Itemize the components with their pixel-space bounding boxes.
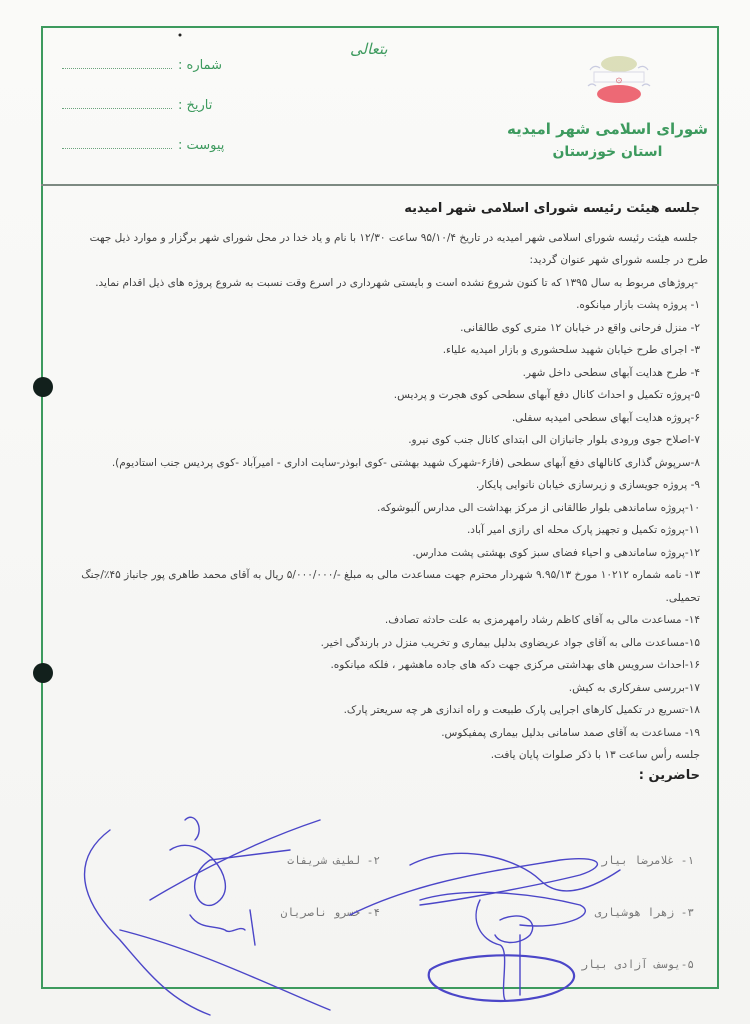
letter-date-value — [62, 98, 172, 109]
agenda-item: ۵-پروژه تکمیل و احداث کانال دفع آبهای سطحی کوی هجرت و پردیس. — [393, 389, 700, 401]
agenda-item: ۴- طرح هدایت آبهای سطحی داخل شهر. — [522, 366, 700, 379]
agenda-item: ۱۹- مساعدت به آقای صمد سامانی بدلیل بیماری پمفیکوس. — [441, 726, 700, 739]
agenda-item: ۱۶-احداث سرویس های بهداشتی مرکزی جهت دکه های جاده ماهشهر ، فلکه میانکوه. — [330, 659, 700, 671]
province-name: استان خوزستان — [552, 144, 663, 160]
agenda-item: ۸-سرپوش گذاری کانالهای دفع آبهای سطحی (فاز۶-شهرک شهید بهشتی -کوی ابوذر-سایت اداری - امیرآباد -کوی پردیس جنب استادیوم). — [111, 456, 700, 469]
attendee-name: ۵-یوسف آزادی بیار — [581, 958, 694, 971]
document-title: جلسه هیئت رئیسه شورای اسلامی شهر امیدیه — [404, 201, 700, 216]
agenda-item: ۱۷-بررسی سفرکاری به کیش. — [568, 681, 700, 694]
attendee-name: ۳- زهرا هوشیاری — [594, 906, 694, 919]
attendees-heading: حاضرین : — [638, 767, 700, 783]
letter-number-field — [62, 58, 222, 73]
agenda-item: ۶-پروژه هدایت آبهای سطحی امیدیه سفلی. — [511, 411, 700, 424]
letter-attachment-value — [62, 138, 172, 149]
letter-number-value — [62, 58, 172, 69]
agenda-item: ۱۲-پروژه ساماندهی و احیاء فضای سبز کوی بهشتی پشت مدارس. — [412, 546, 700, 559]
attendees-list — [80, 848, 700, 978]
agenda-item: ۱۰-پروژه ساماندهی بلوار طالقانی از مرکز بهداشت الی مدارس آلبوشوکه. — [377, 501, 700, 514]
agenda-item: ۷-اصلاح جوی ورودی بلوار جانبازان الی ابتدای کانال جنب کوی نیرو. — [408, 434, 700, 446]
agenda-item: ۱۳- نامه شماره ۱۰۲۱۲ مورخ ۹.۹۵/۱۳ شهردار محترم جهت مساعدت مالی به مبلغ -/۵/۰۰۰/۰۰۰ ریال به آقای محمد طاهری پور جانباز ۴۵٪/جنگ تحمیلی. — [81, 569, 700, 604]
letter-attachment-field — [62, 138, 224, 153]
agenda-item: ۹- پروژه جویسازی و زیرسازی خیابان نانوایی پایکار. — [475, 479, 700, 491]
agenda-item: ۳- اجرای طرح خیابان شهید سلحشوری و بازار امیدیه علیاء. — [442, 344, 700, 356]
agenda-item: ۱۱-پروژه تکمیل و تجهیز پارک محله ای رازی امیر آباد. — [466, 524, 700, 536]
organization-block — [507, 120, 708, 160]
punch-hole-icon — [33, 377, 53, 397]
attendee-name: ۱- غلامرضا بیار — [601, 854, 694, 867]
agenda-item: ۱۸-تسریع در تکمیل کارهای اجرایی پارک طبیعت و راه اندازی هر چه سریعتر پارک. — [343, 704, 700, 716]
organization-name: شورای اسلامی شهر امیدیه — [506, 120, 708, 138]
svg-text:۞: ۞ — [615, 72, 623, 85]
letter-date-label: تاریخ : — [178, 98, 213, 113]
letter-attachment-label: پیوست : — [178, 138, 225, 153]
iran-emblem-flag-icon — [584, 50, 654, 108]
letter-number-label: شماره : — [178, 58, 222, 73]
agenda-item: ۱- پروژه پشت بازار میانکوه. — [576, 299, 700, 311]
agenda-item: ۲- منزل فرحانی واقع در خیابان ۱۲ متری کوی طالقانی. — [460, 321, 700, 334]
punch-hole-icon — [33, 663, 53, 683]
agenda-item: ۱۵-مساعدت مالی به آقای جواد عریضاوی بدلیل بیماری و تخریب منزل در بارندگی اخیر. — [320, 636, 700, 649]
attendee-name: ۴- خسرو ناصریان — [280, 906, 380, 919]
invocation-calligraphy: بتعالی — [350, 40, 388, 58]
agenda-item: ۱۴- مساعدت مالی به آقای کاظم رشاد رامهرمزی به علت حادثه تصادف. — [384, 614, 700, 626]
closing-statement: جلسه رأس ساعت ۱۳ با ذکر صلوات پایان یافت. — [490, 749, 700, 761]
intro-paragraph: جلسه هیئت رئیسه شورای اسلامی شهر امیدیه در تاریخ ۹۵/۱۰/۴ ساعت ۱۲/۳۰ با نام و یاد خدا در محل شورای شهر برگزار و موارد ذیل جهت طرح در جلسه شورای شهر عنوان گردید: — [89, 231, 708, 266]
preface-paragraph: -پروژهای مربوط به سال ۱۳۹۵ که تا کنون شروع نشده است و بایستی شهرداری در اسرع وقت نسبت به شروع پروژه های ذیل اقدام نماید. — [95, 276, 698, 289]
header-divider — [41, 184, 719, 186]
attendee-name: ۲- لطیف شریفات — [287, 854, 380, 867]
letter-body — [78, 198, 708, 787]
letter-date-field — [62, 98, 212, 113]
